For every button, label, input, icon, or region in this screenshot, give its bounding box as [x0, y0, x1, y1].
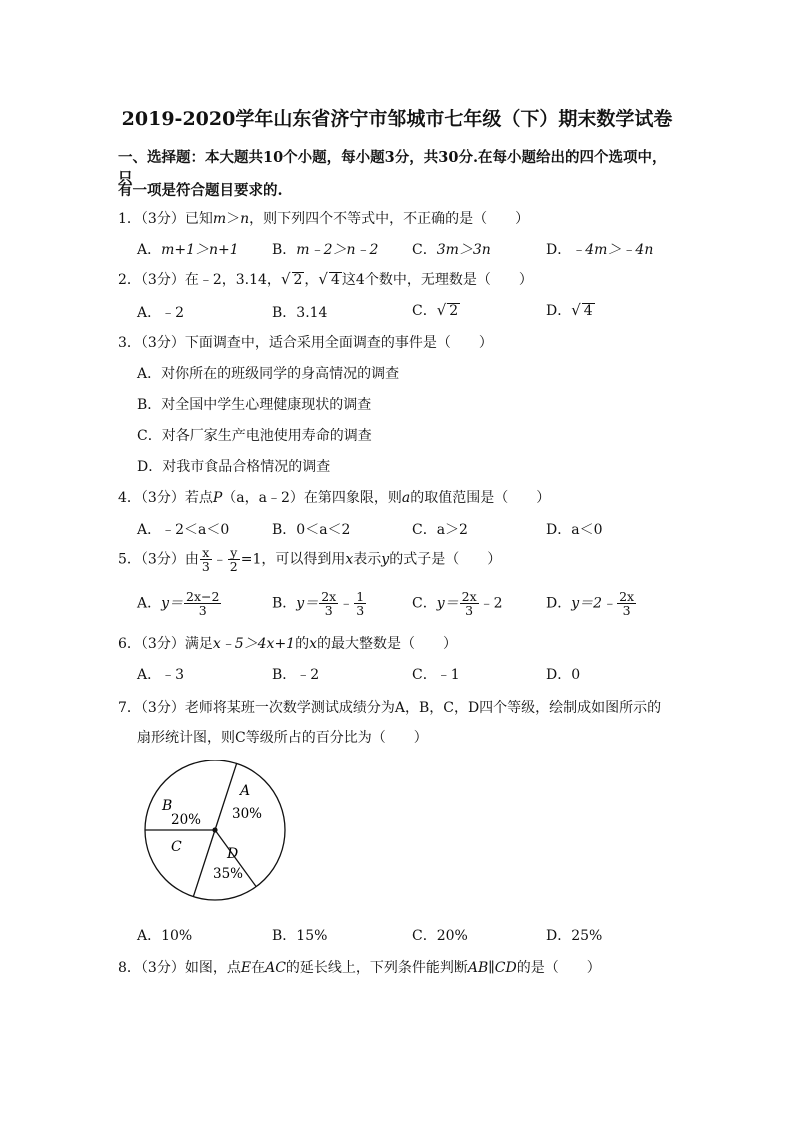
pie-value-a: 30% — [232, 806, 263, 822]
q3-option-d[interactable]: D．对我市食品合格情况的调查 — [137, 459, 331, 475]
q1-option-b[interactable]: B．m﹣2＞n﹣2 — [272, 242, 379, 258]
pie-chart — [140, 760, 290, 910]
q2-option-c[interactable]: C．√ 2 — [412, 301, 459, 319]
q4-option-a[interactable]: A．﹣2＜a＜0 — [137, 522, 230, 538]
question-1: 1．（3分）已知m＞n，则下列四个不等式中，不正确的是（ ） — [118, 211, 530, 227]
q3-option-a[interactable]: A．对你所在的班级同学的身高情况的调查 — [137, 366, 400, 382]
q2-option-d[interactable]: D．√ 4 — [546, 301, 593, 319]
pie-boundary-c-b — [193, 830, 215, 897]
q5-option-c[interactable]: C．y＝ $\frac{2x}{3}$ ﹣2 — [412, 589, 503, 618]
q7-option-a[interactable]: A．10% — [137, 928, 193, 944]
q3-option-b[interactable]: B．对全国中学生心理健康现状的调查 — [137, 397, 372, 413]
pie-label-a: A — [240, 783, 251, 799]
q4-option-d[interactable]: D．a＜0 — [546, 522, 603, 538]
question-7-line2: 扇形统计图，则C等级所占的百分比为（ ） — [137, 730, 428, 746]
pie-value-d: 35% — [213, 866, 244, 882]
q6-option-d[interactable]: D．0 — [546, 667, 581, 683]
question-7-line1: 7．（3分）老师将某班一次数学测试成绩分为A，B，C，D四个等级，绘制成如图所示的 — [118, 700, 662, 716]
q2-option-b[interactable]: B．3.14 — [272, 305, 328, 321]
q1-option-a[interactable]: A．m+1＞n+1 — [137, 242, 239, 258]
question-2: 2．（3分）在﹣2，3.14，√ 2 ，√ 4 这4个数中，无理数是（ ） — [118, 270, 533, 288]
q6-option-b[interactable]: B．﹣2 — [272, 667, 320, 683]
q7-option-b[interactable]: B．15% — [272, 928, 328, 944]
section-header-line1: 一、选择题：本大题共10个小题，每小题3分，共30分.在每小题给出的四个选项中，只 — [118, 149, 667, 187]
exam-title: 2019-2020学年山东省济宁市邹城市七年级（下）期末数学试卷 — [121, 108, 673, 130]
pie-label-c: C — [171, 839, 182, 855]
question-3: 3．（3分）下面调查中，适合采用全面调查的事件是（ ） — [118, 335, 493, 351]
section-header-line2: 有一项是符合题目要求的. — [118, 182, 283, 199]
q1-option-d[interactable]: D．﹣4m＞﹣4n — [546, 242, 654, 258]
q6-option-a[interactable]: A．﹣3 — [137, 667, 185, 683]
q5-option-b[interactable]: B．y＝ $\frac{2x}{3}$ ﹣ $\frac{1}{3}$ — [272, 589, 365, 618]
q7-option-d[interactable]: D．25% — [546, 928, 603, 944]
pie-value-b: 20% — [171, 812, 202, 828]
q1-option-c[interactable]: C．3m＞3n — [412, 242, 491, 258]
question-4: 4．（3分）若点P（a，a﹣2）在第四象限，则a的取值范围是（ ） — [118, 490, 551, 506]
q4-option-b[interactable]: B．0＜a＜2 — [272, 522, 351, 538]
pie-label-d: D — [227, 846, 239, 862]
q6-option-c[interactable]: C．﹣1 — [412, 667, 460, 683]
q5-option-d[interactable]: D．y＝2﹣ $\frac{2x}{3}$ — [546, 589, 635, 618]
pie-label-b: B — [162, 798, 173, 814]
q5-option-a[interactable]: A．y＝ $\frac{2x-2}{3}$ — [137, 589, 220, 618]
q7-option-c[interactable]: C．20% — [412, 928, 468, 944]
question-5: 5．（3分）由 $\frac{x}{3}$ ﹣ $\frac{y}{2}$ =1，可以得到用x表示y的式子是（ ） — [118, 545, 502, 574]
q4-option-c[interactable]: C．a＞2 — [412, 522, 468, 538]
question-8: 8．（3分）如图，点E在AC的延长线上，下列条件能判断AB∥CD的是（ ） — [118, 960, 601, 976]
question-6: 6．（3分）满足x﹣5＞4x+1的x的最大整数是（ ） — [118, 636, 457, 652]
q3-option-c[interactable]: C．对各厂家生产电池使用寿命的调查 — [137, 428, 372, 444]
pie-center-dot — [212, 827, 217, 832]
q2-option-a[interactable]: A．﹣2 — [137, 305, 185, 321]
